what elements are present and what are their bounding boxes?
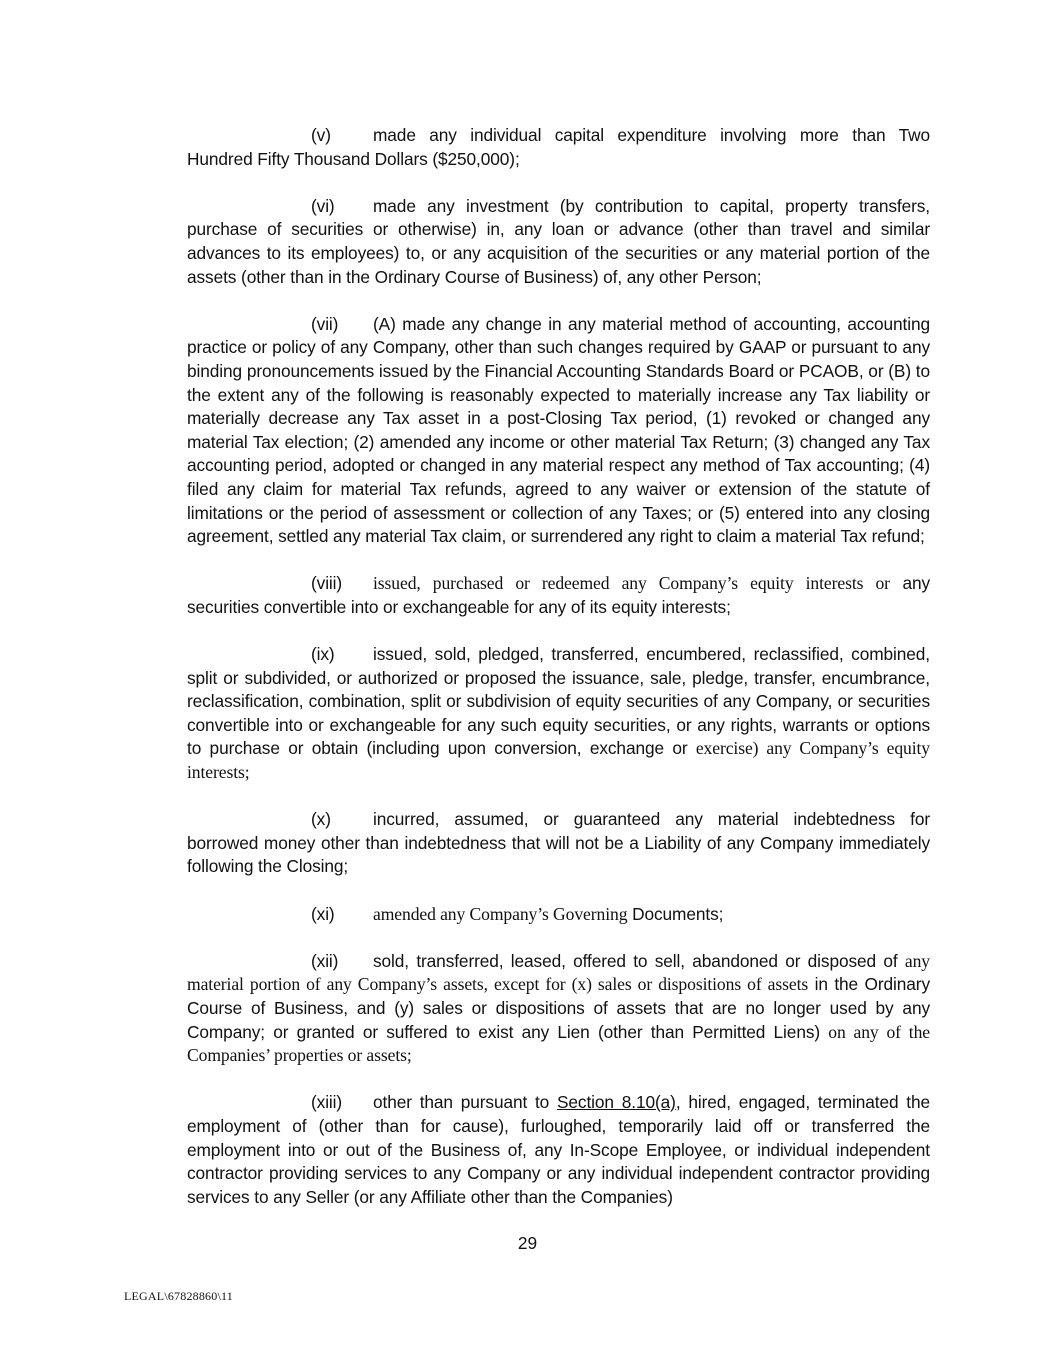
clause-text: any securities convertible into or exchangeable for any of its equity interests; (187, 573, 931, 617)
clause-text: sold, transferred, leased, offered to sell, abandoned or disposed of (373, 950, 905, 971)
clause-number: (vi) (311, 195, 335, 216)
clause-xiii (187, 1091, 930, 1209)
clause-ix (187, 643, 930, 785)
clause-x (187, 808, 930, 879)
clause-text: incurred, assumed, or guaranteed any material indebtedness for borrowed money other than indebtedness that will not be a Liability of any Company immediately following the Closing; (187, 809, 930, 877)
clause-number: (xi) (311, 903, 335, 924)
clause-text: (A) made any change in any material method of accounting, accounting practice or policy of any Company, other than such changes required by GAAP or pursuant to any binding pronouncements issued by the Financial Accounting Standards Board or PCAOB, or (B) to the extent any of the following is reasonably expected to materially increase any Tax liability or materially decrease any Tax asset in a post-Closing Tax period, (1) revoked or changed any material Tax election; (2) amended any income or other material Tax Return; (3) changed any Tax accounting period, adopted or changed in any material respect any method of Tax accounting; (4) filed any claim for material Tax refunds, agreed to any waiver or extension of the statute of limitations or the period of assessment or collection of any Taxes; or (5) entered into any closing agreement, settled any material Tax claim, or surrendered any right to claim a material Tax refund; (187, 313, 930, 547)
clause-viii (187, 572, 930, 619)
clause-v (187, 124, 930, 171)
clause-text-serif: any material portion of any Company’s assets, except for (x) sales or dispositions of assets (187, 950, 930, 995)
clause-vi (187, 195, 930, 289)
clause-text: issued, sold, pledged, transferred, encumbered, reclassified, combined, split or subdivided, or authorized or proposed the issuance, sale, pledge, transfer, encumbrance, reclassification, combination, split or subdivision of equity securities of any Company, or securities convertible into or exchangeable for any such equity securities, or any rights, warrants or options to purchase or obtain (including upon conversion, exchange or (187, 644, 930, 759)
clause-number: (xii) (311, 950, 339, 971)
clause-text-serif: exercise) any Company’s equity interests; (187, 738, 930, 783)
clause-text-serif: issued, purchased or redeemed any Company’s equity interests or (373, 573, 890, 594)
clause-number: (v) (311, 125, 331, 145)
clause-number: (viii) (311, 573, 343, 594)
clause-text-serif: on any of the Companies’ properties or assets; (187, 1021, 930, 1066)
clause-text: in the Ordinary Course of Business, and (y) sales or dispositions of assets that are no longer used by any Company; or granted or suffered to exist any Lien (other than Permitted Liens) (187, 974, 930, 1042)
page-number: 29 (517, 1233, 538, 1253)
clause-text: other than pursuant to (373, 1092, 557, 1113)
clause-text: made any individual capital expenditure involving more than Two Hundred Fifty Thousand Dollars ($250,000); (187, 125, 930, 169)
clause-xii (187, 950, 930, 1068)
clause-number: (ix) (311, 644, 335, 665)
clause-text: , hired, engaged, terminated the employment of (other than for cause), furloughed, temporarily laid off or transferred the employment into or out of the Business of, any In-Scope Employee, or individual independent contractor providing services to any Company or any individual independent contractor providing services to any Seller (or any Affiliate other than the Companies) (187, 1092, 930, 1207)
document-body (187, 124, 930, 1233)
clause-number: (xiii) (311, 1092, 343, 1113)
clause-text: made any investment (by contribution to capital, property transfers, purchase of securities or otherwise) in, any loan or advance (other than travel and similar advances to its employees) to, or any acquisition of the securities or any material portion of the assets (other than in the Ordinary Course of Business) of, any other Person; (187, 195, 930, 287)
clause-xi (187, 903, 930, 927)
clause-vii (187, 313, 930, 549)
clause-number: (x) (311, 809, 331, 830)
document-id: LEGAL\67828860\11 (124, 1289, 233, 1303)
clause-text: Documents; (627, 903, 724, 924)
clause-number: (vii) (311, 313, 339, 334)
section-reference-link[interactable]: Section 8.10(a) (557, 1092, 676, 1113)
clause-text-serif: amended any Company’s Governing (373, 903, 628, 924)
